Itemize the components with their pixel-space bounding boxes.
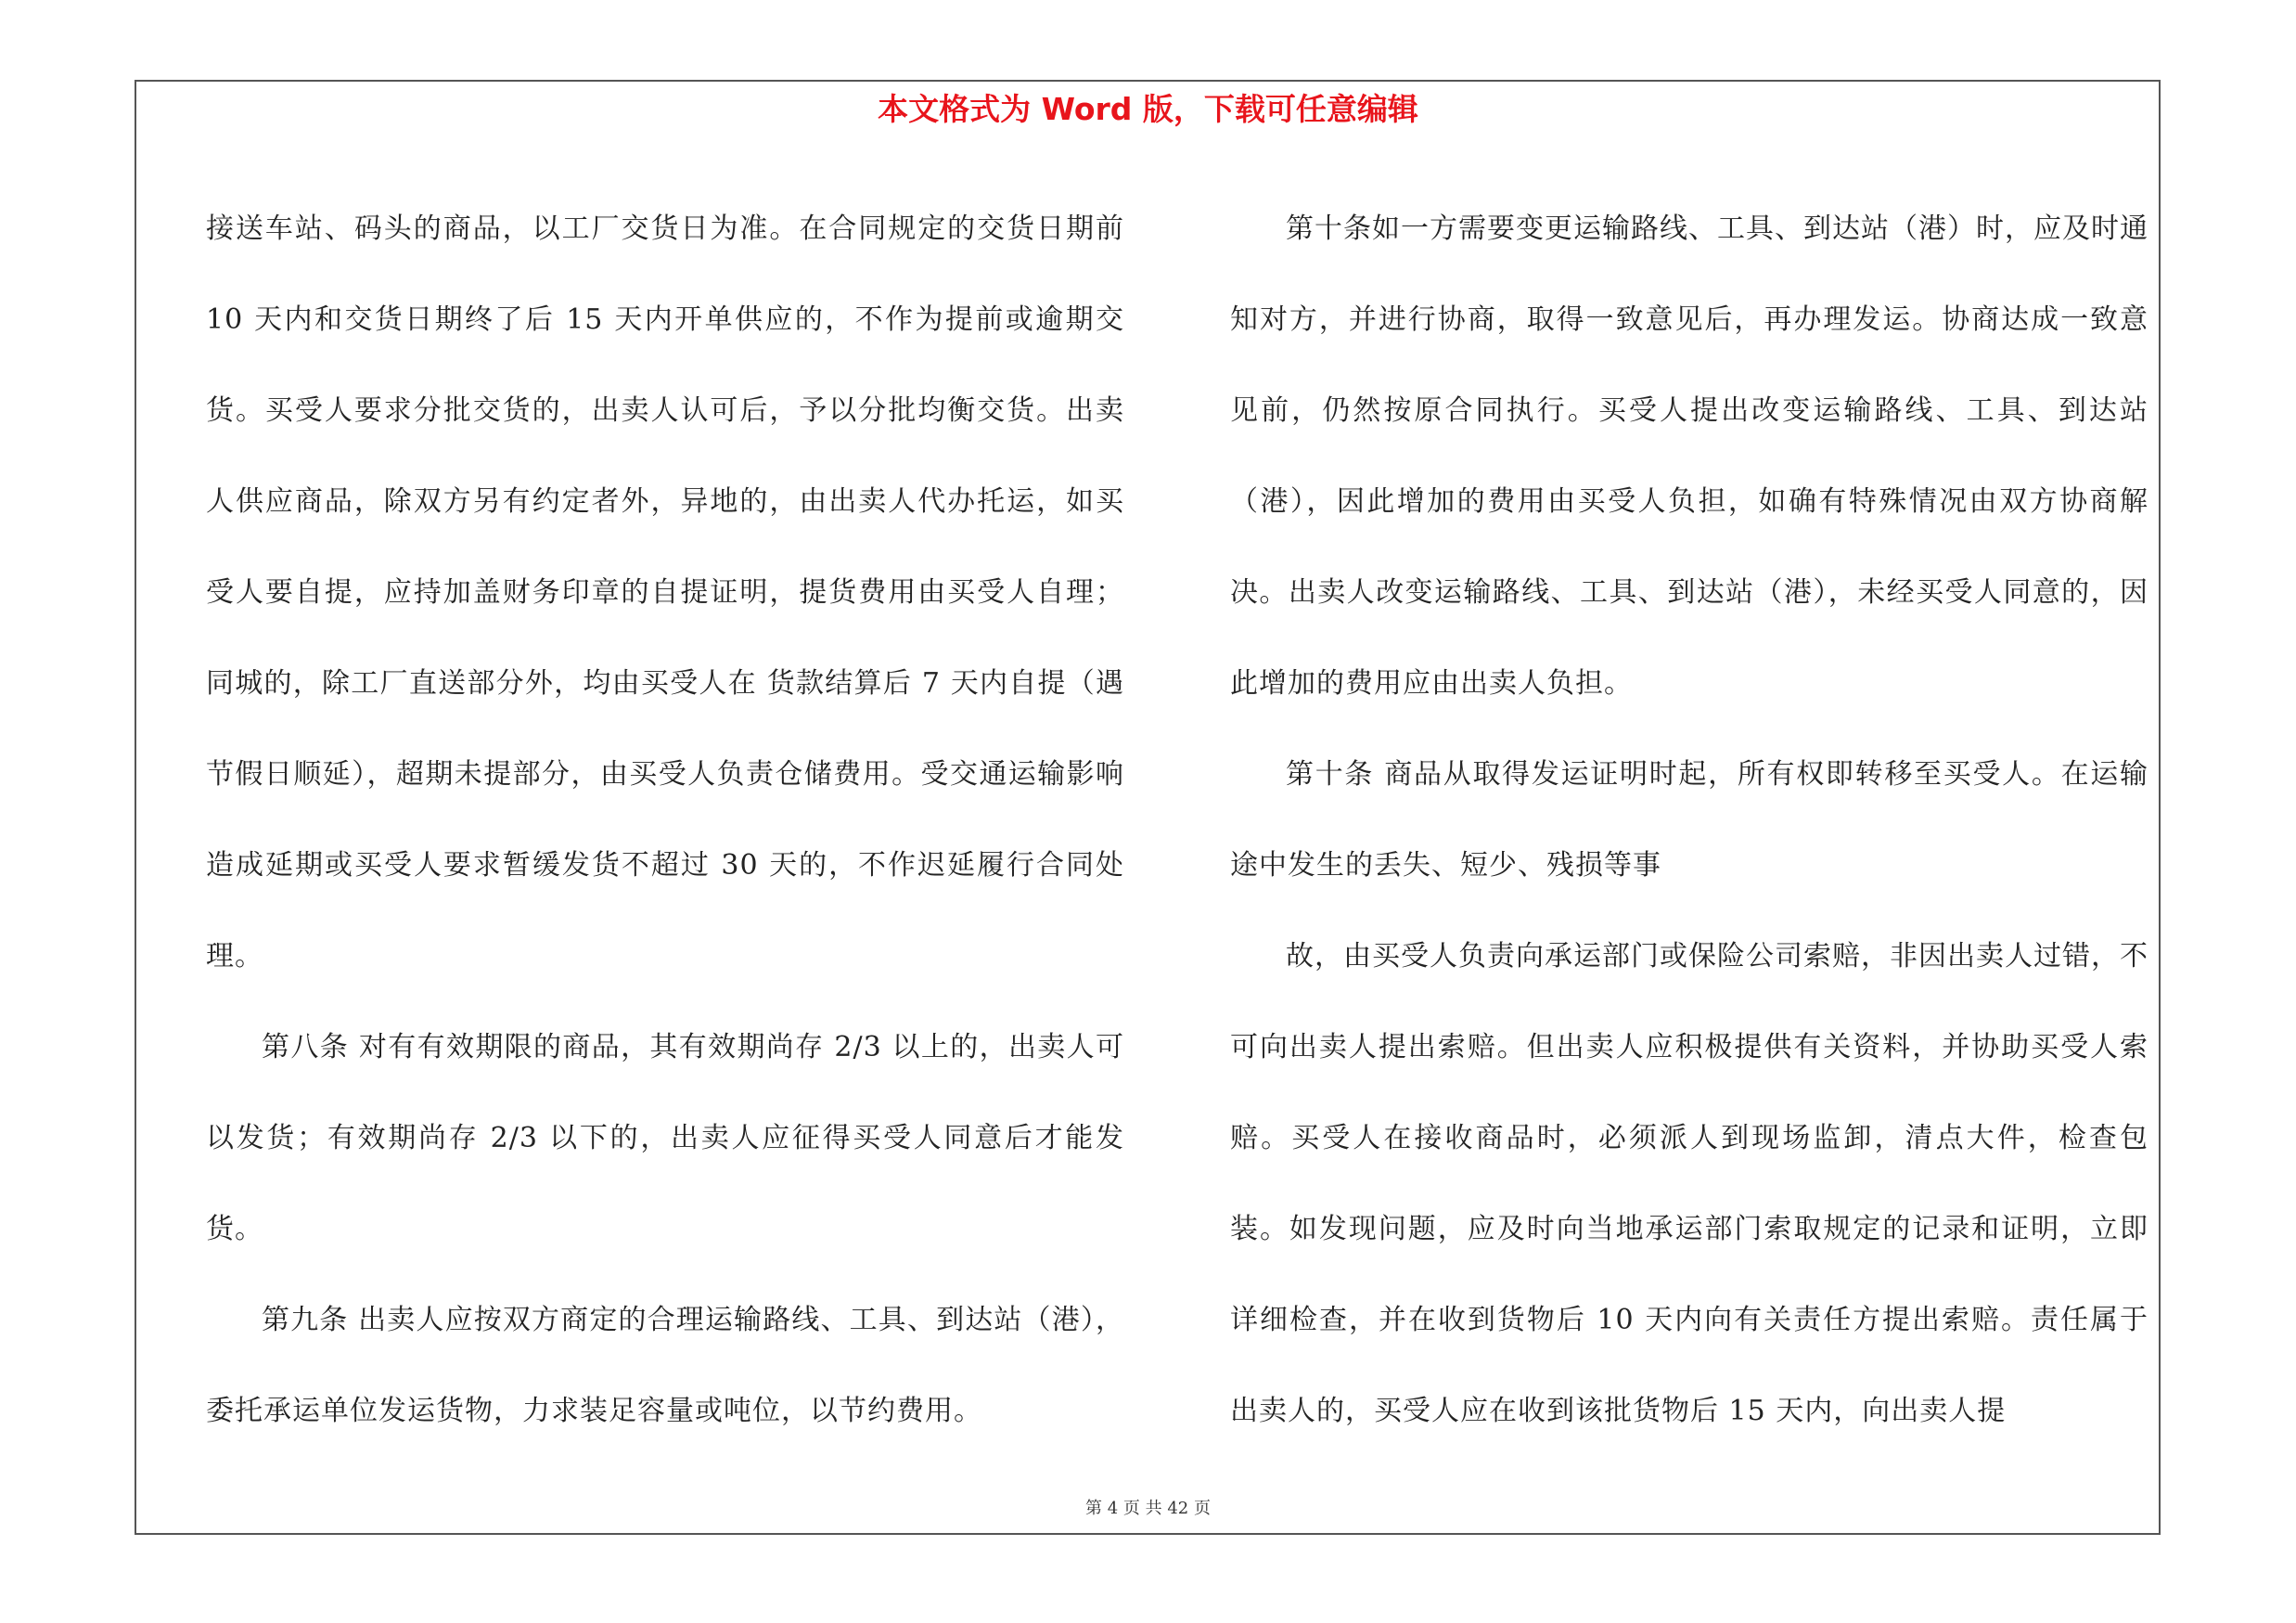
paragraph-continuation: 接送车站、码头的商品，以工厂交货日为准。在合同规定的交货日期前 10 天内和交货日期终了后 15 天内开单供应的，不作为提前或逾期交货。买受人要求分批交货的，出卖人认可后，予以分批均衡交货。出卖人供应商品，除双方另有约定者外，异地的，由出卖人代办托运，如买受人要自提，应持加盖财务印章的自提证明，提货费用由买受人自理；同城的，除工厂直送部分外，均由买受人在 货款结算后 7 天内自提（遇节假日顺延），超期未提部分，由买受人负责仓储费用。受交通运输影响造成延期或买受人要求暂缓发货不超过 30 天的，不作迟延履行合同处理。 <box>206 213 1124 973</box>
paragraph-article-10a: 第十条如一方需要变更运输路线、工具、到达站（港）时，应及时通知对方，并进行协商，取得一致意见后，再办理发运。协商达成一致意见前，仍然按原合同执行。买受人提出改变运输路线、工具、到达站（港），因此增加的费用由买受人负担，如确有特殊情况由双方协商解决。出卖人改变运输路线、工具、到达站（港），未经买受人同意的，因此增加的费用应由出卖人负担。 <box>1230 213 2148 700</box>
left-column <box>206 184 1124 1457</box>
right-column <box>1230 184 2148 1457</box>
paragraph-article-8: 第八条 对有有效期限的商品，其有效期尚存 2/3 以上的，出卖人可以发货；有效期尚存 2/3 以下的，出卖人应征得买受人同意后才能发货。 <box>206 1031 1124 1245</box>
page-number-footer: 第 4 页 共 42 页 <box>1085 1499 1211 1518</box>
paragraph-article-10b: 第十条 商品从取得发运证明时起，所有权即转移至买受人。在运输途中发生的丢失、短少、残损等事 <box>1230 758 2148 882</box>
header-banner: 本文格式为 Word 版，下载可任意编辑 <box>878 91 1418 127</box>
paragraph-article-9: 第九条 出卖人应按双方商定的合理运输路线、工具、到达站（港），委托承运单位发运货物，力求装足容量或吨位，以节约费用。 <box>206 1304 1124 1427</box>
paragraph-claims: 故，由买受人负责向承运部门或保险公司索赔，非因出卖人过错，不可向出卖人提出索赔。但出卖人应积极提供有关资料，并协助买受人索赔。买受人在接收商品时，必须派人到现场监卸，清点大件，检查包装。如发现问题，应及时向当地承运部门索取规定的记录和证明，立即详细检查，并在收到货物后 10 天内向有关责任方提出索赔。责任属于出卖人的，买受人应在收到该批货物后 15 天内，向出卖人提 <box>1230 940 2148 1427</box>
